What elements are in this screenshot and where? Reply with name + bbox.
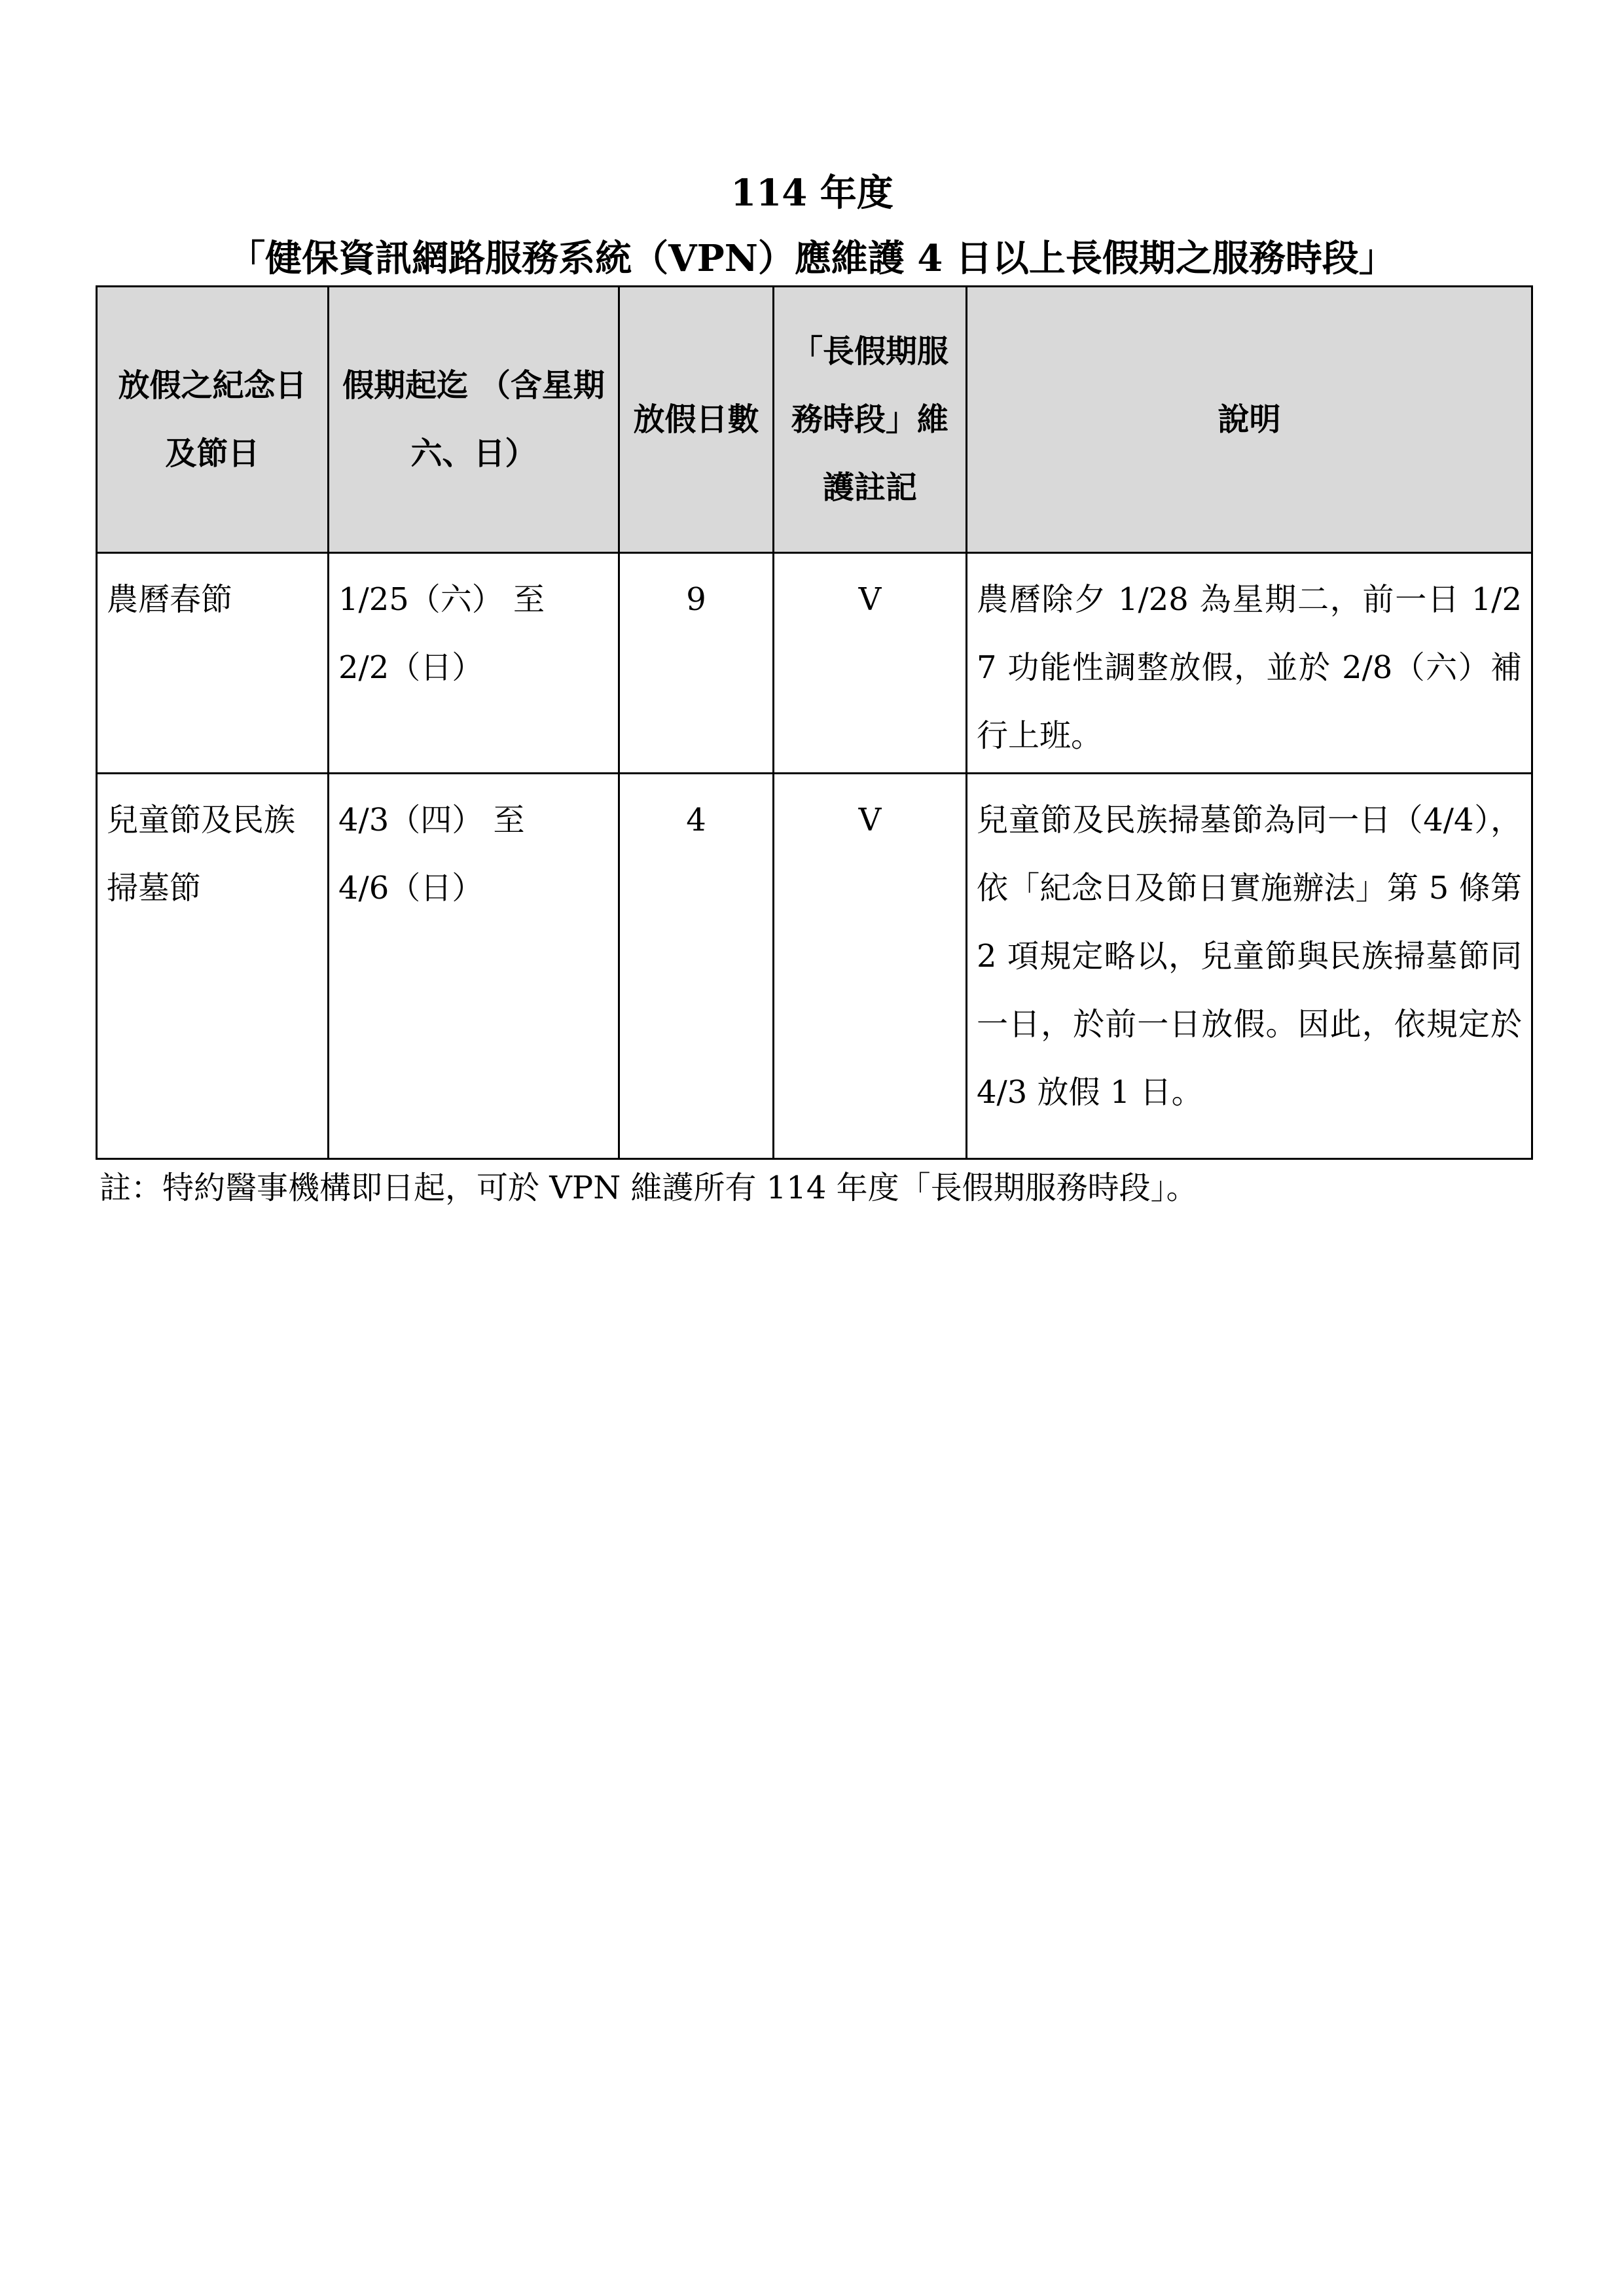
cell-days: 4 — [619, 774, 774, 1159]
table-row — [97, 553, 1532, 774]
period-end: 2/2（日） — [338, 649, 484, 686]
cell-holiday: 農曆春節 — [97, 553, 329, 774]
period-end: 4/6（日） — [338, 870, 484, 906]
holiday-service-table — [96, 285, 1533, 1160]
period-start: 1/25（六） 至 — [338, 581, 545, 618]
table-row — [97, 774, 1532, 1159]
cell-mark: V — [774, 774, 967, 1159]
cell-period — [329, 774, 619, 1159]
cell-period — [329, 553, 619, 774]
cell-description: 兒童節及民族掃墓節為同一日（4/4），依「紀念日及節日實施辦法」第 5 條第 2 項規定略以，兒童節與民族掃墓節同一日，於前一日放假。因此，依規定於 4/3 放假 1 日。 — [967, 774, 1532, 1159]
header-maintenance-mark: 「長假期服務時段」維護註記 — [774, 287, 967, 553]
header-description: 說明 — [967, 287, 1532, 553]
document-title: 「健保資訊網路服務系統（VPN）應維護 4 日以上長假期之服務時段」 — [228, 237, 1396, 280]
header-days: 放假日數 — [619, 287, 774, 553]
header-holiday: 放假之紀念日及節日 — [97, 287, 329, 553]
header-period: 假期起迄 （含星期六、日） — [329, 287, 619, 553]
cell-holiday: 兒童節及民族掃墓節 — [97, 774, 329, 1159]
cell-days: 9 — [619, 553, 774, 774]
table-header-row — [97, 287, 1532, 553]
cell-mark: V — [774, 553, 967, 774]
period-start: 4/3（四） 至 — [338, 802, 525, 838]
footnote: 註：特約醫事機構即日起，可於 VPN 維護所有 114 年度「長假期服務時段」。 — [99, 1170, 1198, 1206]
document-title-year: 114 年度 — [731, 171, 893, 215]
cell-description: 農曆除夕 1/28 為星期二，前一日 1/27 功能性調整放假，並於 2/8（六）補行上班。 — [967, 553, 1532, 774]
